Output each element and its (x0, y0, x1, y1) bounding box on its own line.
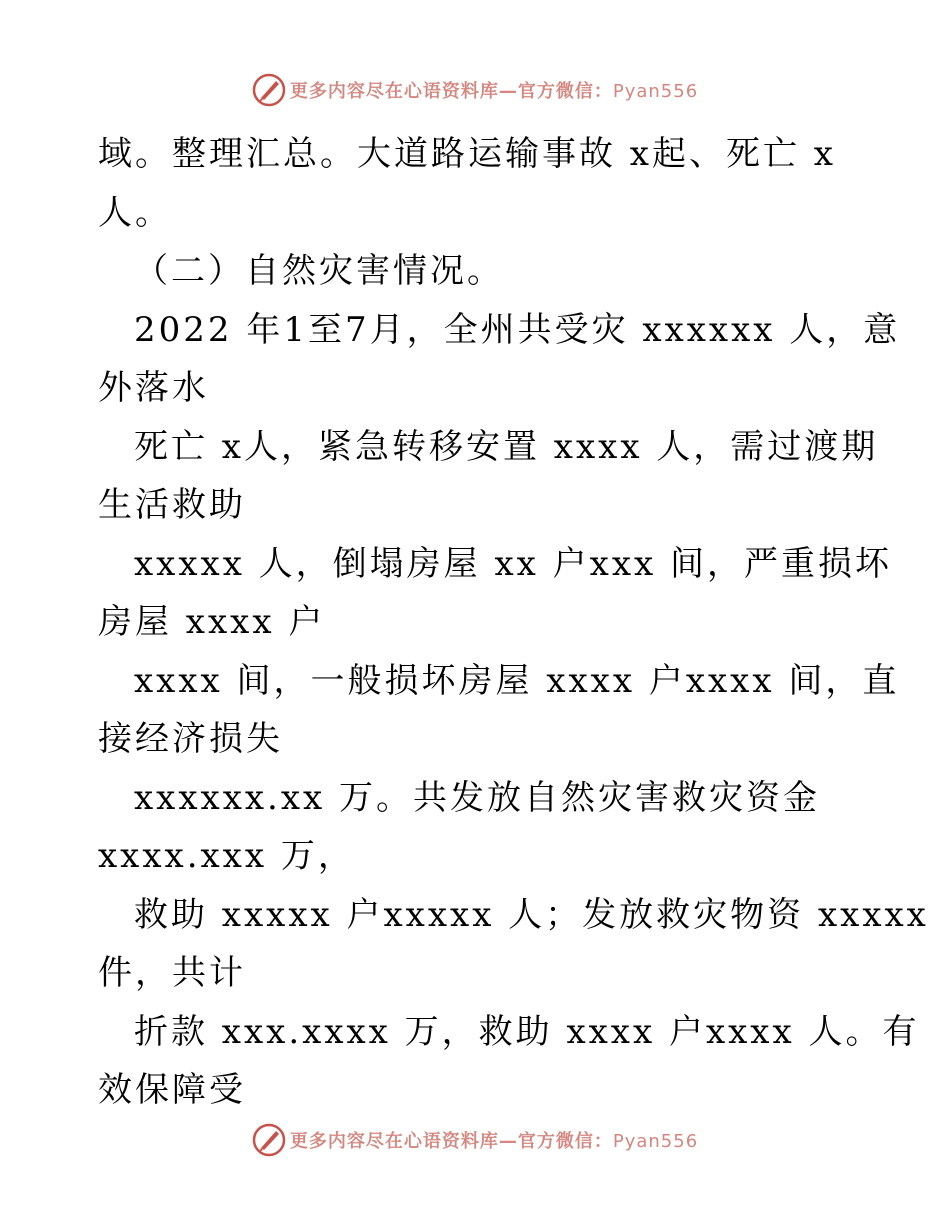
text-line: 效保障受 (98, 1070, 246, 1110)
quill-pen-logo-icon (252, 1123, 286, 1157)
text-line: 房屋 xxxx 户 (98, 602, 326, 642)
text-line: 人。 (98, 192, 172, 233)
section-heading: （二）自然灾害情况。 (134, 251, 504, 291)
text-line: xxxx.xxx 万， (98, 836, 355, 876)
text-line: 救助 xxxxx 户xxxxx 人；发放救灾物资 xxxxx (134, 894, 929, 935)
text-line: 接经济损失 (98, 719, 283, 759)
text-line: 生活救助 (98, 485, 246, 525)
header-banner (0, 70, 950, 110)
text-line: 2022 年1至7月，全州共受灾 xxxxxx 人，意 (134, 309, 901, 350)
text-line: 域。整理汇总。大道路运输事故 x起、死亡 x (98, 134, 836, 174)
text-line: xxxx 间，一般损坏房屋 xxxx 户xxxx 间，直 (134, 660, 900, 701)
text-line: 折款 xxx.xxxx 万，救助 xxxx 户xxxx 人。有 (134, 1011, 920, 1052)
wechat-id: Pyan556 (612, 81, 699, 102)
header-banner-text: 更多内容尽在心语资料库—官方微信：Pyan556 (289, 81, 699, 102)
text-line: xxxxx 人，倒塌房屋 xx 户xxx 间，严重损坏 (134, 543, 892, 584)
wechat-id: Pyan556 (612, 1131, 699, 1152)
text-line: 件，共计 (98, 953, 246, 993)
footer-banner (0, 1120, 950, 1160)
text-line: 死亡 x人，紧急转移安置 xxxx 人，需过渡期 (134, 426, 879, 467)
text-line: xxxxxx.xx 万。共发放自然灾害救灾资金 (134, 777, 821, 818)
quill-pen-logo-icon (252, 73, 286, 107)
footer-banner-text: 更多内容尽在心语资料库—官方微信：Pyan556 (289, 1131, 699, 1152)
text-line: 外落水 (98, 368, 209, 408)
document-body (98, 125, 929, 1120)
